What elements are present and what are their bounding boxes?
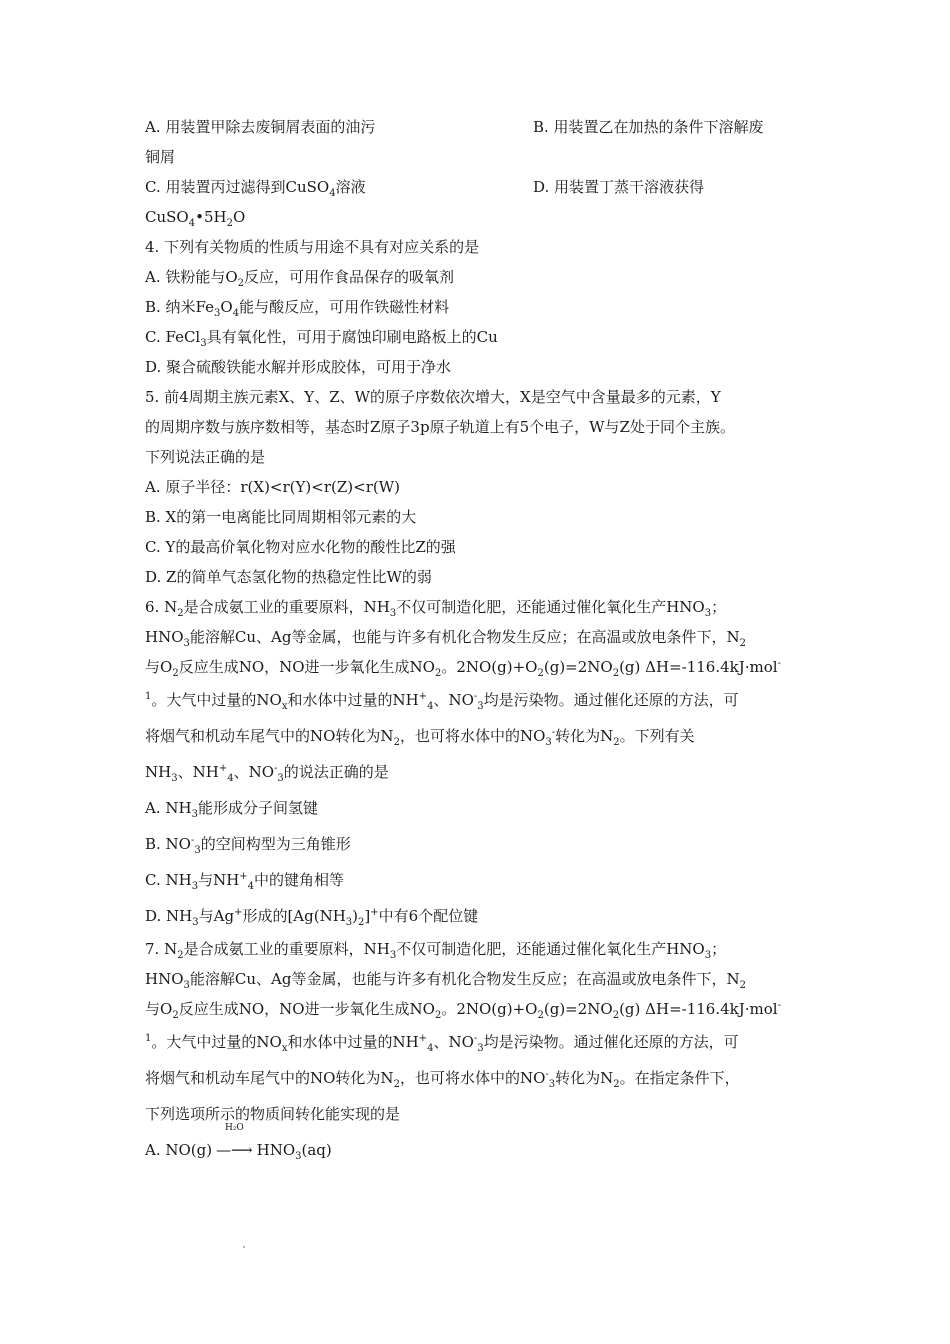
- text: D. NH: [145, 907, 193, 925]
- text: 将烟气和机动车尾气中的NO转化为N: [145, 1069, 394, 1087]
- subscript: 2: [393, 737, 400, 748]
- q5-option-a: [145, 472, 815, 502]
- text: 4. 下列有关物质的性质与用途不具有对应关系的是: [145, 238, 480, 256]
- q3-option-d: [533, 172, 704, 202]
- text: 下列说法正确的是: [145, 448, 266, 466]
- subscript: 3: [389, 950, 397, 961]
- text: ；: [711, 940, 727, 958]
- subscript: 3: [171, 773, 178, 784]
- q6-option-c: [145, 862, 815, 898]
- q6-stem-3: [145, 652, 815, 682]
- arrow-glyph: —⟶: [216, 1141, 253, 1159]
- subscript: 2: [613, 1079, 620, 1090]
- superscript: -: [777, 658, 781, 669]
- text: 、NO: [433, 1033, 474, 1051]
- text: 转化为N: [555, 1069, 614, 1087]
- text: 是合成氨工业的重要原料，NH: [183, 598, 390, 616]
- text: B. NO: [145, 835, 191, 853]
- text: D. Z的简单气态氢化物的热稳定性比W的弱: [145, 568, 432, 586]
- subscript: 3: [704, 950, 712, 961]
- subscript: 2: [739, 638, 746, 649]
- text: 。大气中过量的NO: [151, 691, 282, 709]
- text: ): [352, 907, 359, 925]
- text: O: [232, 208, 246, 226]
- q3-option-b-text-2: 铜屑: [145, 148, 176, 166]
- q3-option-c-text: C. 用装置丙过滤得到CuSO: [145, 178, 330, 196]
- subscript: 2: [177, 950, 184, 961]
- superscript: +: [370, 907, 379, 918]
- subscript: x: [281, 1043, 288, 1054]
- text: 反应生成NO，NO进一步氧化生成NO: [178, 1000, 435, 1018]
- superscript: 1: [145, 691, 152, 702]
- text: 转化为N: [555, 727, 614, 745]
- q7-stem-2: [145, 964, 815, 994]
- text: 和水体中过量的NH: [287, 1033, 419, 1051]
- q4-option-b: [145, 292, 815, 322]
- subscript: 2: [612, 1010, 620, 1021]
- arrow-condition: H₂O: [224, 1123, 244, 1133]
- subscript: 3: [704, 608, 712, 619]
- text: 和水体中过量的NH: [287, 691, 419, 709]
- text: B. 纳米Fe: [145, 298, 215, 316]
- text: 形成的[Ag(NH: [242, 907, 346, 925]
- subscript: x: [281, 701, 288, 712]
- subscript: 2: [739, 980, 746, 991]
- q7-stem-3: [145, 994, 815, 1024]
- text: C. NH: [145, 871, 192, 889]
- q6-option-d: [145, 898, 815, 934]
- text: 6. N: [145, 598, 178, 616]
- subscript: 2: [172, 1010, 179, 1021]
- superscript: +: [234, 907, 243, 918]
- subscript: 3: [191, 809, 198, 820]
- text: A. 铁粉能与O: [145, 268, 238, 286]
- subscript: 3: [389, 608, 397, 619]
- text: 不仅可制造化肥，还能通过催化氧化生产HNO: [396, 598, 705, 616]
- superscript: -: [473, 1033, 478, 1044]
- text: 将烟气和机动车尾气中的NO转化为N: [145, 727, 394, 745]
- q3-option-d-continued: [145, 202, 815, 232]
- q3-option-a: [145, 112, 533, 142]
- q5-stem-2: [145, 412, 815, 442]
- subscript: 3: [548, 1079, 556, 1090]
- text: 的说法正确的是: [283, 763, 389, 781]
- subscript: 2: [537, 1010, 544, 1021]
- text: 具有氧化性，可用于腐蚀印刷电路板上的Cu: [206, 328, 498, 346]
- text: (g)=2NO: [543, 1000, 613, 1018]
- q5-stem-3: [145, 442, 815, 472]
- superscript: +: [218, 763, 228, 774]
- q3-option-b-continued: [145, 142, 815, 172]
- q7-stem-4: [145, 1024, 815, 1060]
- exam-page: [145, 112, 815, 1168]
- subscript: 2: [177, 608, 184, 619]
- q6-stem-6: [145, 754, 815, 790]
- subscript: 4: [188, 218, 196, 229]
- subscript: 3: [545, 737, 552, 748]
- q5-stem-1: [145, 382, 815, 412]
- text: 。在指定条件下，: [619, 1069, 740, 1087]
- text: B. X的第一电离能比同周期相邻元素的大: [145, 508, 417, 526]
- subscript: 3: [214, 308, 221, 319]
- text: O: [220, 298, 233, 316]
- q4-stem: [145, 232, 815, 262]
- subscript: 3: [192, 917, 199, 928]
- subscript: 3: [277, 773, 284, 784]
- text: D. 聚合硫酸铁能水解并形成胶体，可用于净水: [145, 358, 452, 376]
- subscript: 2: [613, 737, 620, 748]
- subscript: 3: [183, 980, 190, 991]
- superscript: +: [418, 691, 428, 702]
- q6-option-a: [145, 790, 815, 826]
- text: 能与酸反应，可用作铁磁性材料: [239, 298, 450, 316]
- text: A. NO(g): [145, 1141, 213, 1159]
- text: 中的键角相等: [254, 871, 345, 889]
- superscript: -: [551, 727, 556, 738]
- text: 均是污染物。通过催化还原的方法，可: [483, 1033, 739, 1051]
- text: A. 原子半径：r(X)<r(Y)<r(Z)<r(W): [145, 478, 400, 496]
- superscript: -: [545, 1069, 549, 1080]
- q5-option-c: [145, 532, 815, 562]
- q4-option-c: [145, 322, 815, 352]
- text: 与Ag: [198, 907, 235, 925]
- text: (g) ΔH=-116.4kJ·mol: [619, 658, 778, 676]
- text: C. FeCl: [145, 328, 201, 346]
- q3-option-c-text-2: 溶液: [335, 178, 366, 196]
- q4-option-d: [145, 352, 815, 382]
- q5-option-b: [145, 502, 815, 532]
- subscript: 2: [612, 668, 620, 679]
- text: 与NH: [198, 871, 240, 889]
- q7-stem-1: [145, 934, 815, 964]
- text: 能形成分子间氢键: [197, 799, 318, 817]
- text: HNO: [256, 1141, 296, 1159]
- subscript: 3: [200, 338, 207, 349]
- subscript: 2: [226, 218, 233, 229]
- subscript: 2: [434, 1010, 442, 1021]
- superscript: -: [473, 691, 478, 702]
- subscript: 3: [191, 881, 199, 892]
- text: 、NH: [177, 763, 219, 781]
- text: 均是污染物。通过催化还原的方法，可: [483, 691, 739, 709]
- text: (g)=2NO: [543, 658, 613, 676]
- subscript: 2: [393, 1079, 400, 1090]
- reaction-arrow-icon: [212, 1123, 257, 1168]
- subscript: 3: [477, 701, 484, 712]
- subscript: 3: [183, 638, 190, 649]
- text: 7. N: [145, 940, 178, 958]
- q6-stem-5: [145, 718, 815, 754]
- text: •5H: [195, 208, 227, 226]
- text: 。下列有关: [619, 727, 695, 745]
- q3-option-c: [145, 172, 533, 202]
- subscript: 4: [247, 881, 255, 892]
- text: 与O: [145, 1000, 173, 1018]
- subscript: 2: [237, 278, 245, 289]
- subscript: 2: [172, 668, 179, 679]
- text: 反应生成NO，NO进一步氧化生成NO: [178, 658, 435, 676]
- subscript: 4: [227, 773, 234, 784]
- text: HNO: [145, 628, 184, 646]
- text: 不仅可制造化肥，还能通过催化氧化生产HNO: [396, 940, 705, 958]
- q6-stem-2: [145, 622, 815, 652]
- subscript: 3: [295, 1151, 302, 1162]
- text: CuSO: [145, 208, 189, 226]
- superscript: +: [239, 871, 248, 882]
- text: 、NO: [233, 763, 275, 781]
- text: ]: [364, 907, 371, 925]
- subscript: 4: [232, 308, 240, 319]
- text: 与O: [145, 658, 173, 676]
- text: 是合成氨工业的重要原料，NH: [183, 940, 390, 958]
- q4-option-a: [145, 262, 815, 292]
- subscript: 3: [345, 917, 353, 928]
- superscript: -: [190, 835, 195, 846]
- text: (aq): [301, 1141, 332, 1159]
- text: 。大气中过量的NO: [151, 1033, 282, 1051]
- q3-option-d-text: D. 用装置丁蒸干溶液获得: [533, 178, 705, 196]
- text: C. Y的最高价氧化物对应水化物的酸性比Z的强: [145, 538, 456, 556]
- page-speck: [243, 1246, 245, 1248]
- text: (g) ΔH=-116.4kJ·mol: [619, 1000, 778, 1018]
- subscript: 2: [537, 668, 544, 679]
- q6-option-b: [145, 826, 815, 862]
- text: 能溶解Cu、Ag等金属，也能与许多有机化合物发生反应；在高温或放电条件下，N: [189, 628, 740, 646]
- subscript: 4: [427, 701, 434, 712]
- subscript: 4: [427, 1043, 434, 1054]
- text: HNO: [145, 970, 184, 988]
- superscript: -: [274, 763, 278, 774]
- q6-stem-4: [145, 682, 815, 718]
- q6-stem-1: [145, 592, 815, 622]
- superscript: -: [777, 1000, 781, 1011]
- superscript: +: [418, 1033, 428, 1044]
- text: NH: [145, 763, 172, 781]
- subscript: 2: [358, 917, 365, 928]
- text: 的空间构型为三角锥形: [200, 835, 351, 853]
- superscript: 1: [145, 1033, 152, 1044]
- text: 。2NO(g)+O: [441, 1000, 538, 1018]
- q7-option-a: [145, 1123, 815, 1168]
- text: ，也可将水体中的NO: [399, 1069, 546, 1087]
- text: 。2NO(g)+O: [441, 658, 538, 676]
- q3-option-a-text: A. 用装置甲除去废铜屑表面的油污: [145, 118, 376, 136]
- text: A. NH: [145, 799, 192, 817]
- q3-option-b-text: B. 用装置乙在加热的条件下溶解废: [533, 118, 764, 136]
- q3-options-row-1: [145, 112, 815, 142]
- text: 下列选项所示的物质间转化能实现的是: [145, 1105, 401, 1123]
- text: 反应，可用作食品保存的吸氧剂: [244, 268, 455, 286]
- q3-options-row-2: [145, 172, 815, 202]
- q7-stem-5: [145, 1060, 815, 1096]
- text: 5. 前4周期主族元素X、Y、Z、W的原子序数依次增大，X是空气中含量最多的元素，Y: [145, 388, 721, 406]
- subscript: 3: [477, 1043, 484, 1054]
- subscript: 2: [434, 668, 442, 679]
- q5-option-d: [145, 562, 815, 592]
- text: 的周期序数与族序数相等，基态时Z原子3p原子轨道上有5个电子，W与Z处于同个主族。: [145, 418, 735, 436]
- q3-option-b: [533, 112, 764, 142]
- text: ；: [711, 598, 727, 616]
- text: 、NO: [433, 691, 474, 709]
- text: 能溶解Cu、Ag等金属，也能与许多有机化合物发生反应；在高温或放电条件下，N: [189, 970, 740, 988]
- subscript: 4: [329, 188, 336, 199]
- text: 中有6个配位键: [378, 907, 479, 925]
- subscript: 3: [194, 845, 201, 856]
- text: ，也可将水体中的NO: [399, 727, 546, 745]
